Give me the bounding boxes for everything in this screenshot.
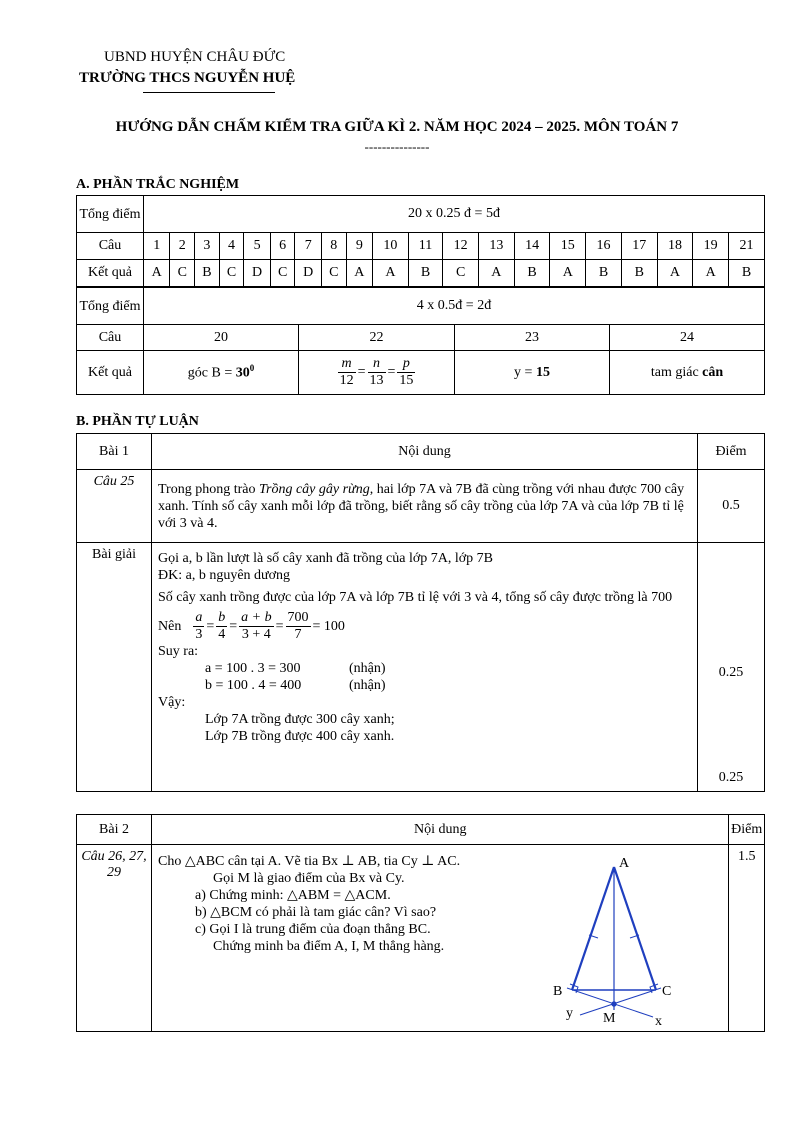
answer-cell: D bbox=[244, 260, 270, 287]
title-separator: --------------- bbox=[364, 139, 430, 154]
answer-cell: A bbox=[657, 260, 693, 287]
question-number: 22 bbox=[299, 325, 455, 351]
question-number: 9 bbox=[346, 233, 372, 260]
essay-table-1 bbox=[76, 433, 765, 792]
exercise-label: Bài 2 bbox=[77, 815, 152, 845]
score-end: 0.25 bbox=[718, 770, 744, 785]
question-number: 2 bbox=[170, 233, 195, 260]
answer-cell: A bbox=[144, 260, 170, 287]
answer-label: Kết quả bbox=[77, 351, 144, 395]
question-number: 10 bbox=[373, 233, 409, 260]
fill-table bbox=[76, 287, 765, 395]
answer-cell: A bbox=[693, 260, 729, 287]
question-number: 12 bbox=[443, 233, 479, 260]
question-label: Câu bbox=[77, 233, 144, 260]
answer-cell: A bbox=[550, 260, 586, 287]
label-y: y bbox=[565, 1006, 573, 1021]
question-number: 19 bbox=[693, 233, 729, 260]
label-c: C bbox=[661, 984, 672, 999]
question-label: Câu 26, 27, 29 bbox=[77, 845, 152, 1032]
answer-cell: C bbox=[270, 260, 295, 287]
answer-cell: A bbox=[479, 260, 515, 287]
answer-cell: B bbox=[408, 260, 443, 287]
essay-table-2 bbox=[76, 814, 765, 1032]
side-ac bbox=[614, 867, 656, 990]
document-title: HƯỚNG DẪN CHẤM KIỂM TRA GIỮA KÌ 2. NĂM HỌC 2024 – 2025. MÔN TOÁN 7 bbox=[115, 119, 679, 135]
solution-body bbox=[152, 543, 698, 792]
answer-20: góc $B = 30^0$ bbox=[144, 351, 299, 395]
question-number: 21 bbox=[729, 233, 765, 260]
total-label: Tổng điểm bbox=[77, 288, 144, 325]
question-number: 16 bbox=[586, 233, 622, 260]
content-header: Nội dung bbox=[152, 434, 698, 470]
org-name: UBND HUYỆN CHÂU ĐỨC bbox=[104, 49, 286, 65]
total-score-mcq: 20 x 0.25 đ = 5đ bbox=[144, 196, 765, 233]
question-label: Câu bbox=[77, 325, 144, 351]
question-number: 15 bbox=[550, 233, 586, 260]
mcq-table bbox=[76, 195, 765, 287]
answer-cell: B bbox=[729, 260, 765, 287]
solution-line: Lớp 7A trồng được 300 cây xanh; bbox=[205, 712, 395, 727]
question-number: 8 bbox=[321, 233, 346, 260]
figure-cell bbox=[509, 845, 729, 1032]
triangle-figure bbox=[520, 845, 718, 1026]
question-text: Cho △ABC cân tại A. Vẽ tia Bx ⊥ AB, tia Cy ⊥ AC. Gọi M là giao điểm của Bx và Cy. a) Chứng minh: △ABM = △ACM. b) △BCM có phải là tam giác cân? Vì sao? c) Gọi I là trung điểm của đoạn thẳng BC. Chứng minh ba điểm A, I, M thẳng hàng. bbox=[152, 845, 510, 1032]
total-score-fill: 4 x 0.5đ = 2đ bbox=[144, 288, 765, 325]
answer-cell: B bbox=[586, 260, 622, 287]
answer-cell: B bbox=[195, 260, 220, 287]
answer-cell: B bbox=[514, 260, 550, 287]
question-number: 7 bbox=[295, 233, 321, 260]
answer-cell: C bbox=[170, 260, 195, 287]
question-number: 4 bbox=[219, 233, 244, 260]
score-header: Điểm bbox=[729, 815, 765, 845]
score-header: Điểm bbox=[698, 434, 765, 470]
question-number: 24 bbox=[610, 325, 765, 351]
label-m: M bbox=[602, 1011, 616, 1026]
solution-line: ĐK: a, b nguyên dương bbox=[158, 568, 291, 583]
question-number: 14 bbox=[514, 233, 550, 260]
total-label: Tổng điểm bbox=[77, 196, 144, 233]
section-b-heading: B. PHẦN TỰ LUẬN bbox=[76, 414, 199, 429]
solution-line: b = 100 . 4 = 400 (nhận) bbox=[205, 678, 386, 693]
answer-cell: C bbox=[443, 260, 479, 287]
answer-cell: C bbox=[321, 260, 346, 287]
answer-label: Kết quả bbox=[77, 260, 144, 287]
question-number: 3 bbox=[195, 233, 220, 260]
question-number: 1 bbox=[144, 233, 170, 260]
label-x: x bbox=[654, 1014, 662, 1026]
question-number: 18 bbox=[657, 233, 693, 260]
solution-label: Bài giải bbox=[77, 543, 152, 792]
ray-cy bbox=[580, 988, 661, 1015]
right-angle-c bbox=[650, 984, 658, 993]
solution-line: Vậy: bbox=[158, 695, 186, 710]
section-a-heading: A. PHẦN TRẮC NGHIỆM bbox=[76, 177, 240, 192]
answer-cell: D bbox=[295, 260, 321, 287]
header-underline bbox=[143, 92, 275, 93]
question-score: 1.5 bbox=[729, 845, 765, 1032]
point-m bbox=[612, 1002, 616, 1006]
question-number: 6 bbox=[270, 233, 295, 260]
label-a: A bbox=[618, 856, 629, 871]
answer-row bbox=[77, 260, 765, 287]
question-number: 11 bbox=[408, 233, 443, 260]
solution-line: Lớp 7B trồng được 400 cây xanh. bbox=[205, 729, 395, 744]
question-text: Trong phong trào Trồng cây gây rừng, hai lớp 7A và 7B đã cùng trồng với nhau được 700 cây xanh. Tính số cây xanh mỗi lớp đã trồng, biết rằng số cây trồng của lớp 7A và của lớp 7B tỉ lệ với 3 và 4. bbox=[152, 470, 698, 543]
solution-line: Số cây xanh trồng được của lớp 7A và lớp 7B tỉ lệ với 3 và 4, tổng số cây được trồng là 700 bbox=[158, 590, 673, 605]
question-label: Câu 25 bbox=[77, 470, 152, 543]
label-b: B bbox=[552, 984, 563, 999]
question-number: 13 bbox=[479, 233, 515, 260]
content-header: Nội dung bbox=[152, 815, 729, 845]
answer-cell: A bbox=[373, 260, 409, 287]
question-number: 23 bbox=[455, 325, 610, 351]
answer-cell: B bbox=[621, 260, 657, 287]
solution-line: Suy ra: bbox=[158, 644, 199, 659]
solution-line: Gọi a, b lần lượt là số cây xanh đã trồng của lớp 7A, lớp 7B bbox=[158, 551, 494, 566]
proportion-equation: Nên $\frac{a}{3}$ = $\frac{b}{4}$ = $\frac{a + b}{3 + 4}$ = $\frac{700}{7}$ = 100 bbox=[158, 610, 345, 642]
school-name: TRƯỜNG THCS NGUYỄN HUỆ bbox=[79, 70, 296, 86]
answer-24: tam giác cân bbox=[610, 351, 765, 395]
solution-line: a = 100 . 3 = 300 (nhận) bbox=[205, 661, 386, 676]
answer-23: y = 15 bbox=[455, 351, 610, 395]
question-number: 17 bbox=[621, 233, 657, 260]
solution-scores bbox=[698, 543, 765, 792]
answer-cell: C bbox=[219, 260, 244, 287]
score-mid: 0.25 bbox=[718, 665, 744, 680]
answer-cell: A bbox=[346, 260, 372, 287]
side-ab bbox=[572, 867, 614, 990]
answer-22: $\frac{m}{12}$ = $\frac{n}{13}$ = $\frac{p}{15}$ bbox=[299, 351, 455, 395]
right-angle-b bbox=[570, 984, 578, 993]
question-number: 20 bbox=[144, 325, 299, 351]
question-score: 0.5 bbox=[698, 470, 765, 543]
question-number: 5 bbox=[244, 233, 270, 260]
question-row bbox=[77, 233, 765, 260]
exercise-label: Bài 1 bbox=[77, 434, 152, 470]
